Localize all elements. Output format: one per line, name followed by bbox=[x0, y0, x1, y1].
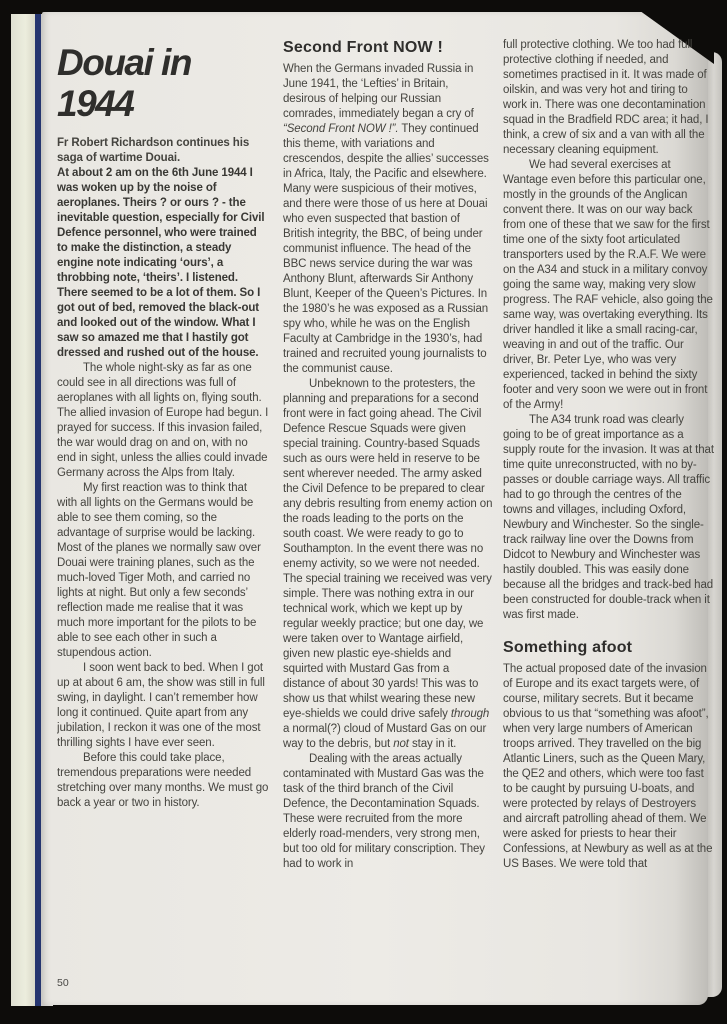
paragraph: My first reaction was to think that with all lights on the Germans would be able to see them coming, so the advantage of surprise would be lacking. Most of the planes we normally saw over Douai were training planes, such as the much-loved Tiger Moth, and carried no lights at night. But only a few seconds’ reflection made me realise that it was much more important for the pilots to be able to see each other in such a stupendous action. bbox=[57, 482, 261, 659]
article-title-line1: Douai in bbox=[57, 42, 191, 83]
column-right bbox=[503, 38, 714, 990]
paragraph: When the Germans invaded Russia in June 1941, the ‘Lefties’ in Britain, desirous of helping our Russian comrades, immediately began a cry of “Second Front NOW !”. They continued this theme, with variations and crescendos, despite the allies’ successes in Africa, Italy, the Pacific and elsewhere. Many were suspicious of their motives, and there were those of us here at Douai who even suspected that bastion of British integrity, the BBC, of being under communist influence. The head of the BBC news service during the war was Anthony Blunt, afterwards Sir Anthony Blunt, Keeper of the Queen’s Pictures. In the 1980’s he was exposed as a Russian spy who, while he was on the English Faculty at Cambridge in the 1930’s, had trained and recruited young journalists to the communist cause. bbox=[283, 63, 489, 375]
paragraph: full protective clothing. We too had full protective clothing if needed, and sometimes practised in it. It was made of oilskin, and was very hot and tiring to work in. There was one decontamination squad in the Bradfield RDC area; it had, I think, a crew of six and a van with all the necessary cleaning equipment. bbox=[503, 39, 709, 156]
paragraph: The A34 trunk road was clearly going to be of great importance as a supply route for the invasion. It was at that time quite unreconstructed, with no by-passes or double carriage ways. All traffic had to go through the centres of the towns and villages, including Oxford, Newbury and Winchester. So the single-track railway line over the Downs from Didcot to Newbury and Winchester was hastily doubled. This was easily done because all the bridges and track-bed had been constructed for double-track when it was first made. bbox=[503, 414, 714, 621]
article-title-line2: 1944 bbox=[57, 83, 134, 124]
section-heading-second-front: Second Front NOW ! bbox=[283, 39, 444, 56]
section-heading-something-afoot: Something afoot bbox=[503, 639, 633, 656]
article-title bbox=[57, 42, 269, 124]
paragraph: I soon went back to bed. When I got up at about 6 am, the show was still in full swing, in daylight. I can’t remember how long it continued. Quite apart from any jubilation, I reckon it was one of the most thrilling sights I have ever seen. bbox=[57, 662, 265, 749]
stacked-page-edges-stripe bbox=[11, 14, 35, 1006]
paragraph: We had several exercises at Wantage even before this particular one, mostly in the grounds of the Anglican convent there. It was on our way back from one of these that we saw for the first time one of the sixty foot articulated transporters used by the R.A.F. We were on the A34 and stuck in a military convoy going the same way, making very slow progress. The RAF vehicle, also going the same way, was overtaking everything. Its driver handled it like a small racing-car, weaving in and out of the traffic. Our driver, Br. Peter Lye, who was very experienced, tacked in behind the sixty footer and very soon we were out in front of the Army! bbox=[503, 159, 713, 411]
column-left bbox=[57, 42, 269, 994]
magazine-page bbox=[42, 12, 714, 1005]
lead-paragraph: At about 2 am on the 6th June 1944 I was woken up by the noise of aeroplanes. Theirs ? or ours ? - the inevitable question, especially for Civil Defence personnel, who were trained to make the distinction, a steady engine note indicating ‘ours’, a throbbing note, ‘theirs’. I listened. There seemed to be a lot of them. So I got out of bed, removed the black-out and looked out of the window. What I saw so amazed me that I hastily got dressed and rushed out of the house. bbox=[57, 167, 265, 359]
paragraph: The whole night-sky as far as one could see in all directions was full of aeroplanes with all lights on, flying south. The allied invasion of Europe had begun. I prayed for success. If this invasion failed, the war would drag on and on, with no end in sight, unless the allies could invade Germany across the Alps from Italy. bbox=[57, 362, 269, 479]
paragraph: The actual proposed date of the invasion of Europe and its exact targets were, of course, military secrets. But it became obvious to us that “something was afoot”, when very large numbers of American troops arrived. They travelled on the big Atlantic Liners, such as the Queen Mary, the QE2 and others, which were too fast to be caught by pursuing U-boats, and were protected by relays of Destroyers and aircraft patrolling ahead of them. We were asked for priests to hear their Confessions, at Newbury as well as at the US Bases. We were told that bbox=[503, 663, 713, 870]
paragraph: Dealing with the areas actually contaminated with Mustard Gas was the task of the third branch of the Civil Defence, the Decontamination Squads. These were recruited from the more elderly road-menders, very strong men, but too old for military conscription. They had to work in bbox=[283, 753, 485, 870]
paragraph: Before this could take place, tremendous preparations were needed stretching over many months. We must go back a year or two in history. bbox=[57, 752, 269, 809]
paragraph: Unbeknown to the protesters, the planning and preparations for a second front were in fact going ahead. The Civil Defence Rescue Squads were given special training. Country-based Squads such as ours were held in reserve to be sent wherever needed. The army asked the Civil Defence to be prepared to clear any debris resulting from enemy action on the roads leading to the ports on the south coast. We were ready to go to Southampton. In the event there was no enemy activity, so we were not needed. The special training we received was very simple. There was nothing extra in our technical work, which we kept up by regular weekly practice; but one day, we were taken over to Wantage airfield, given new plastic eye-shields and squirted with Mustard Gas from a distance of about 30 yards! This was to show us that whilst wearing these new eye-shields we could drive safely through a normal(?) cloud of Mustard Gas on our way to the debris, but not stay in it. bbox=[283, 378, 493, 750]
standfirst: Fr Robert Richardson continues his saga of wartime Douai. bbox=[57, 137, 250, 164]
page-number: 50 bbox=[57, 977, 69, 989]
column-middle bbox=[283, 38, 493, 990]
